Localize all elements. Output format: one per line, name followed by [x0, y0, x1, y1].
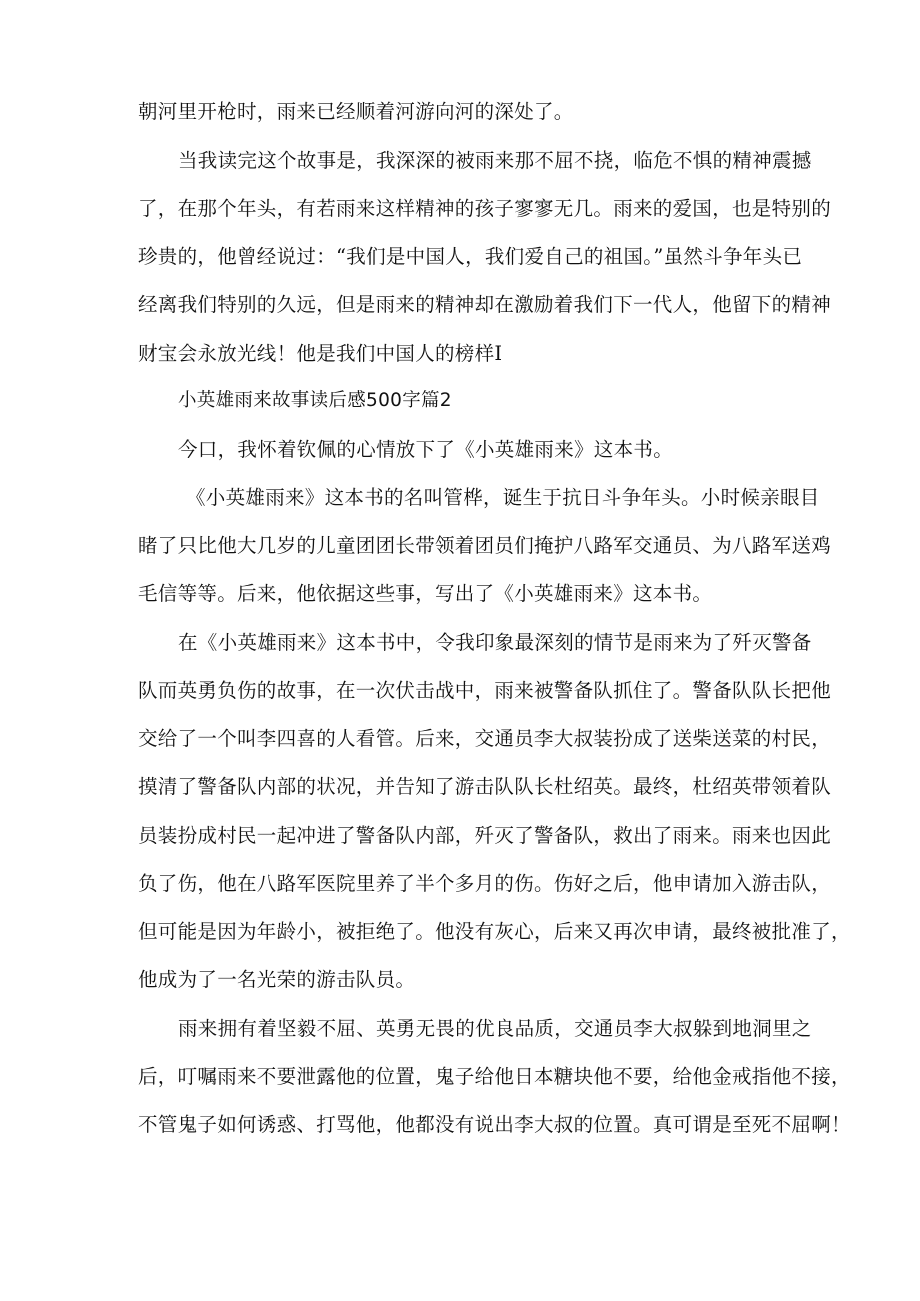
text-line-16: 员装扮成村民一起冲进了警备队内部，歼灭了警备队，救出了雨来。雨来也因此 [138, 824, 832, 847]
text-line-22: 不管鬼子如何诱惑、打骂他，他都没有说出李大叔的位置。真可谓是至死不屈啊！ [138, 1113, 851, 1136]
text-line-2: 当我读完这个故事是，我深深的被雨来那不屈不挠，临危不惧的精神震撼 [178, 149, 812, 172]
text-line-13: 队而英勇负伤的故事，在一次伏击战中，雨来被警备队抓住了。警备队队长把他 [138, 679, 832, 702]
text-line-17: 负了伤，他在八路军医院里养了半个多月的伤。伤好之后，他申请加入游击队， [138, 872, 832, 895]
text-line-10: 睹了只比他大几岁的儿童团团长带领着团员们掩护八路军交通员、为八路军送鸡 [138, 534, 832, 557]
text-line-20: 雨来拥有着坚毅不屈、英勇无畏的优良品质，交通员李大叔躲到地洞里之 [178, 1017, 812, 1040]
section-heading: 小英雄雨来故事读后感500字篇2 [178, 390, 452, 411]
text-line-19: 他成为了一名光荣的游击队员。 [138, 968, 416, 991]
text-line-12: 在《小英雄雨来》这本书中，令我印象最深刻的情节是雨来为了歼灭警备 [178, 631, 812, 654]
text-line-6: 财宝会永放光线！他是我们中国人的榜样I [138, 342, 503, 365]
text-line-5: 经离我们特别的久远，但是雨来的精神却在激励着我们下一代人，他留下的精神 [138, 293, 832, 316]
text-line-15: 摸清了警备队内部的状况，并告知了游击队队长杜绍英。最终，杜绍英带领着队 [138, 775, 832, 798]
text-line-9: 《小英雄雨来》这本书的名叫管桦，诞生于抗日斗争年头。小时候亲眼目 [186, 486, 820, 509]
text-line-8: 今口，我怀着钦佩的心情放下了《小英雄雨来》这本书。 [178, 438, 674, 461]
text-line-4: 珍贵的，他曾经说过：“我们是中国人，我们爱自己的祖国。”虽然斗争年头已 [138, 245, 803, 268]
text-line-18: 但可能是因为年龄小，被拒绝了。他没有灰心，后来又再次申请，最终被批准了， [138, 920, 851, 943]
text-line-11: 毛信等等。后来，他依据这些事，写出了《小英雄雨来》这本书。 [138, 582, 713, 605]
text-line-1: 朝河里开枪时，雨来已经顺着河游向河的深处了。 [138, 100, 574, 123]
text-line-14: 交给了一个叫李四喜的人看管。后来，交通员李大叔装扮成了送柴送菜的村民， [138, 727, 832, 750]
text-line-3: 了，在那个年头，有若雨来这样精神的孩子寥寥无几。雨来的爱国，也是特别的 [138, 197, 832, 220]
text-line-21: 后，叮嘱雨来不要泄露他的位置，鬼子给他日本糖块他不要，给他金戒指他不接， [138, 1065, 851, 1088]
